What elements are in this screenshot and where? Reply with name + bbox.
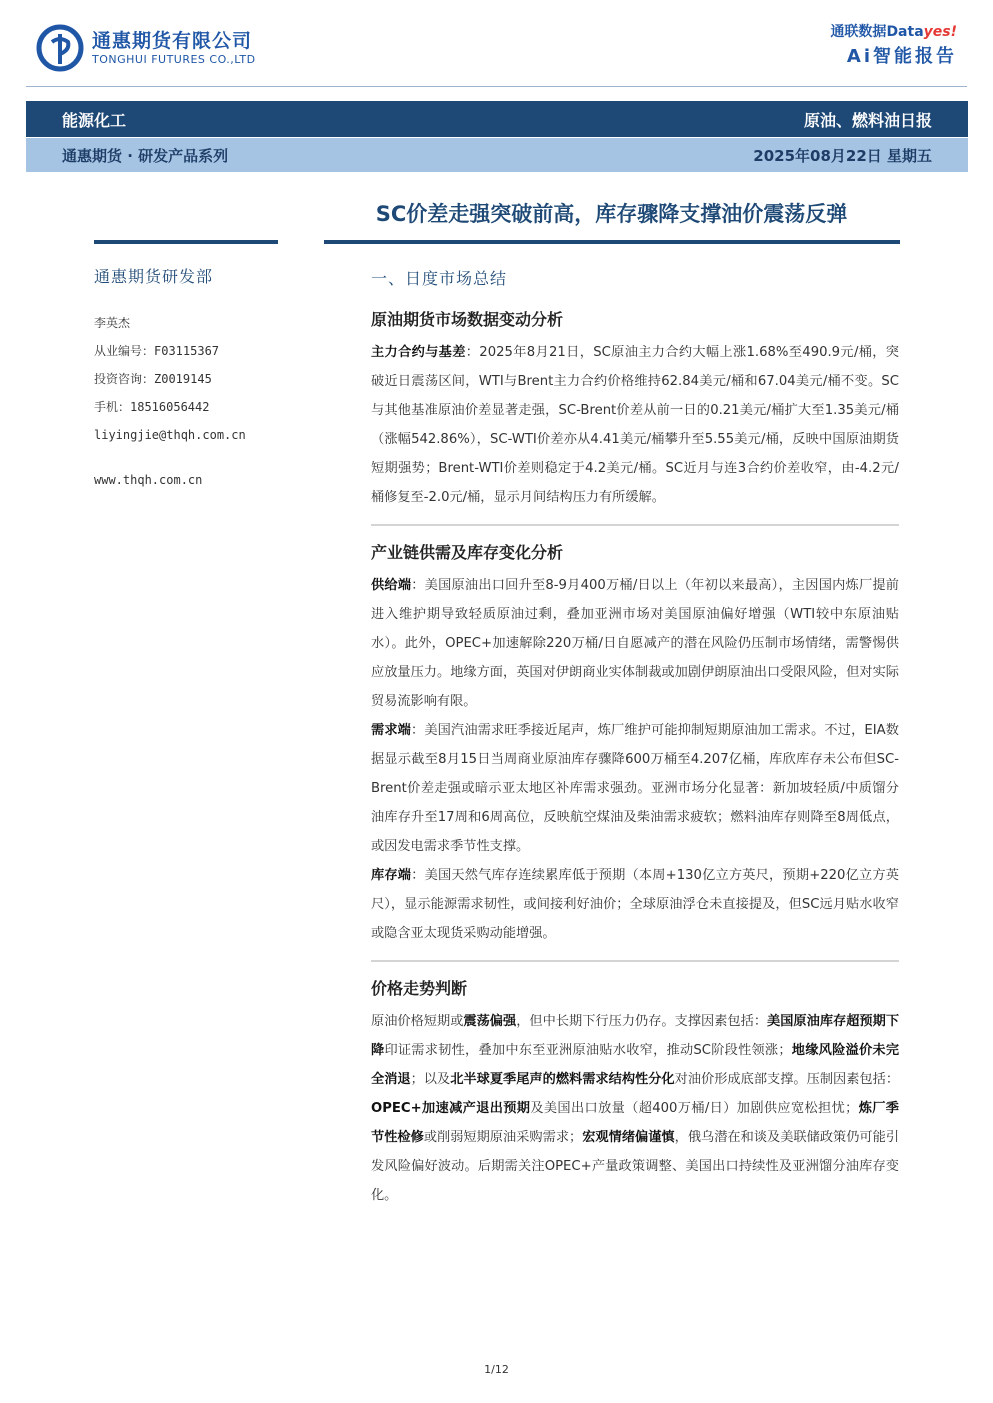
sector-band xyxy=(26,101,968,137)
report-type-label: 原油、燃料油日报 xyxy=(803,110,932,130)
author-name: 李英杰 xyxy=(94,316,131,330)
phone-number: 手机：18516056442 xyxy=(94,400,210,414)
department-name: 通惠期货研发部 xyxy=(94,267,214,286)
partner-name-cn: 通联数据 xyxy=(830,24,887,40)
price-outlook-paragraph: 原油价格短期或震荡偏强，但中长期下行压力仍存。支撑因素包括：美国原油库存超预期下降印证需求韧性，叠加中东至亚洲原油贴水收窄，推动SC阶段性领涨；地缘风险溢价未完全消退；以及北半球夏季尾声的燃料需求结构性分化对油价形成底部支撑。压制因素包括：OPEC+加速减产退出预期及美国出口放量（超400万桶/日）加剧供应宽松担忧；炼厂季节性检修或削弱短期原油采购需求；宏观情绪偏谨慎，俄乌潜在和谈及美联储政策仍可能引发风险偏好波动。后期需关注OPEC+产量政策调整、美国出口持续性及亚洲馏分油库存变化。 xyxy=(371,1014,900,1203)
lead-term: 库存端 xyxy=(371,868,412,883)
section-divider xyxy=(371,960,899,962)
partner-yes: yes! xyxy=(923,24,957,40)
lead-term: 需求端 xyxy=(371,723,412,738)
futures-paragraph: 主力合约与基差：2025年8月21日，SC原油主力合约大幅上涨1.68%至490.9元/桶，突破近日震荡区间，WTI与Brent主力合约价格维持62.84美元/桶和67.04美元/桶不变。SC与其他基准原油价差显著走强，SC-Brent价差从前一日的0.21美元/桶扩大至1.35美元/桶（涨幅542.86%），SC-WTI价差亦从4.41美元/桶攀升至5.55美元/桶，反映中国原油期货短期强势；Brent-WTI价差则稳定于4.2美元/桶。SC近月与连3合约价差收窄，由-4.2元/桶修复至-2.0元/桶，显示月间结构压力有所缓解。 xyxy=(371,345,899,505)
website-link[interactable]: www.thqh.com.cn xyxy=(94,473,203,487)
lead-term: 供给端 xyxy=(371,578,412,593)
section-divider xyxy=(371,524,899,526)
header-divider xyxy=(26,86,967,87)
main-content xyxy=(371,266,899,1210)
datayes-logo xyxy=(830,22,957,70)
page-number: 1/12 xyxy=(484,1363,509,1376)
partner-data: Data xyxy=(886,24,924,40)
subsection-heading-futures: 原油期货市场数据变动分析 xyxy=(371,310,564,329)
series-label: 通惠期货 · 研发产品系列 xyxy=(62,146,229,165)
company-name-cn: 通惠期货有限公司 xyxy=(92,30,253,52)
subsection-heading-price-outlook: 价格走势判断 xyxy=(371,979,468,998)
sector-label: 能源化工 xyxy=(62,110,127,130)
author-sidebar xyxy=(94,264,294,494)
report-date: 2025年08月22日 星期五 xyxy=(753,146,932,165)
subsection-heading-supply-demand: 产业链供需及库存变化分析 xyxy=(371,543,564,562)
lead-term: 主力合约与基差 xyxy=(371,345,466,360)
ai-report-label: Ai智能报告 xyxy=(846,46,957,67)
demand-paragraph: 需求端：美国汽油需求旺季接近尾声，炼厂维护可能抑制短期原油加工需求。不过，EIA数据显示截至8月15日当周商业原油库存骤降600万桶至4.207亿桶，库欣库存未公布但SC-Brent价差走强或暗示亚太地区补库需求强劲。亚洲市场分化显著：新加坡轻质/中质馏分油库存升至17周和6周高位，反映航空煤油及柴油需求疲软；燃料油库存则降至8周低点，或因发电需求季节性支撑。 xyxy=(371,723,899,854)
supply-paragraph: 供给端：美国原油出口回升至8-9月400万桶/日以上（年初以来最高），主因国内炼厂提前进入维护期导致轻质原油过剩，叠加亚洲市场对美国原油偏好增强（WTI较中东原油贴水）。此外，OPEC+加速解除220万桶/日自愿减产的潜在风险仍压制市场情绪，需警惕供应放量压力。地缘方面，英国对伊朗商业实体制裁或加剧伊朗原油出口受限风险，但对实际贸易流影响有限。 xyxy=(371,578,899,709)
license-number: 从业编号：F03115367 xyxy=(94,344,220,358)
consult-number: 投资咨询：Z0019145 xyxy=(94,372,212,386)
company-logo xyxy=(36,24,256,72)
series-band xyxy=(26,138,968,172)
tonghui-logo-icon xyxy=(36,24,84,72)
report-title: SC价差走强突破前高，库存骤降支撑油价震荡反弹 xyxy=(375,202,848,226)
email-link[interactable]: liyingjie@thqh.com.cn xyxy=(94,428,246,442)
sidebar-rule xyxy=(94,240,278,244)
inventory-paragraph: 库存端：美国天然气库存连续累库低于预期（本周+130亿立方英尺，预期+220亿立方英尺），显示能源需求韧性，或间接利好油价；全球原油浮仓未直接提及，但SC远月贴水收窄或隐含亚太现货采购动能增强。 xyxy=(371,868,899,941)
section-heading: 一、日度市场总结 xyxy=(371,269,508,288)
company-name-en: TONGHUI FUTURES CO.,LTD xyxy=(92,53,256,66)
title-rule xyxy=(324,240,900,244)
